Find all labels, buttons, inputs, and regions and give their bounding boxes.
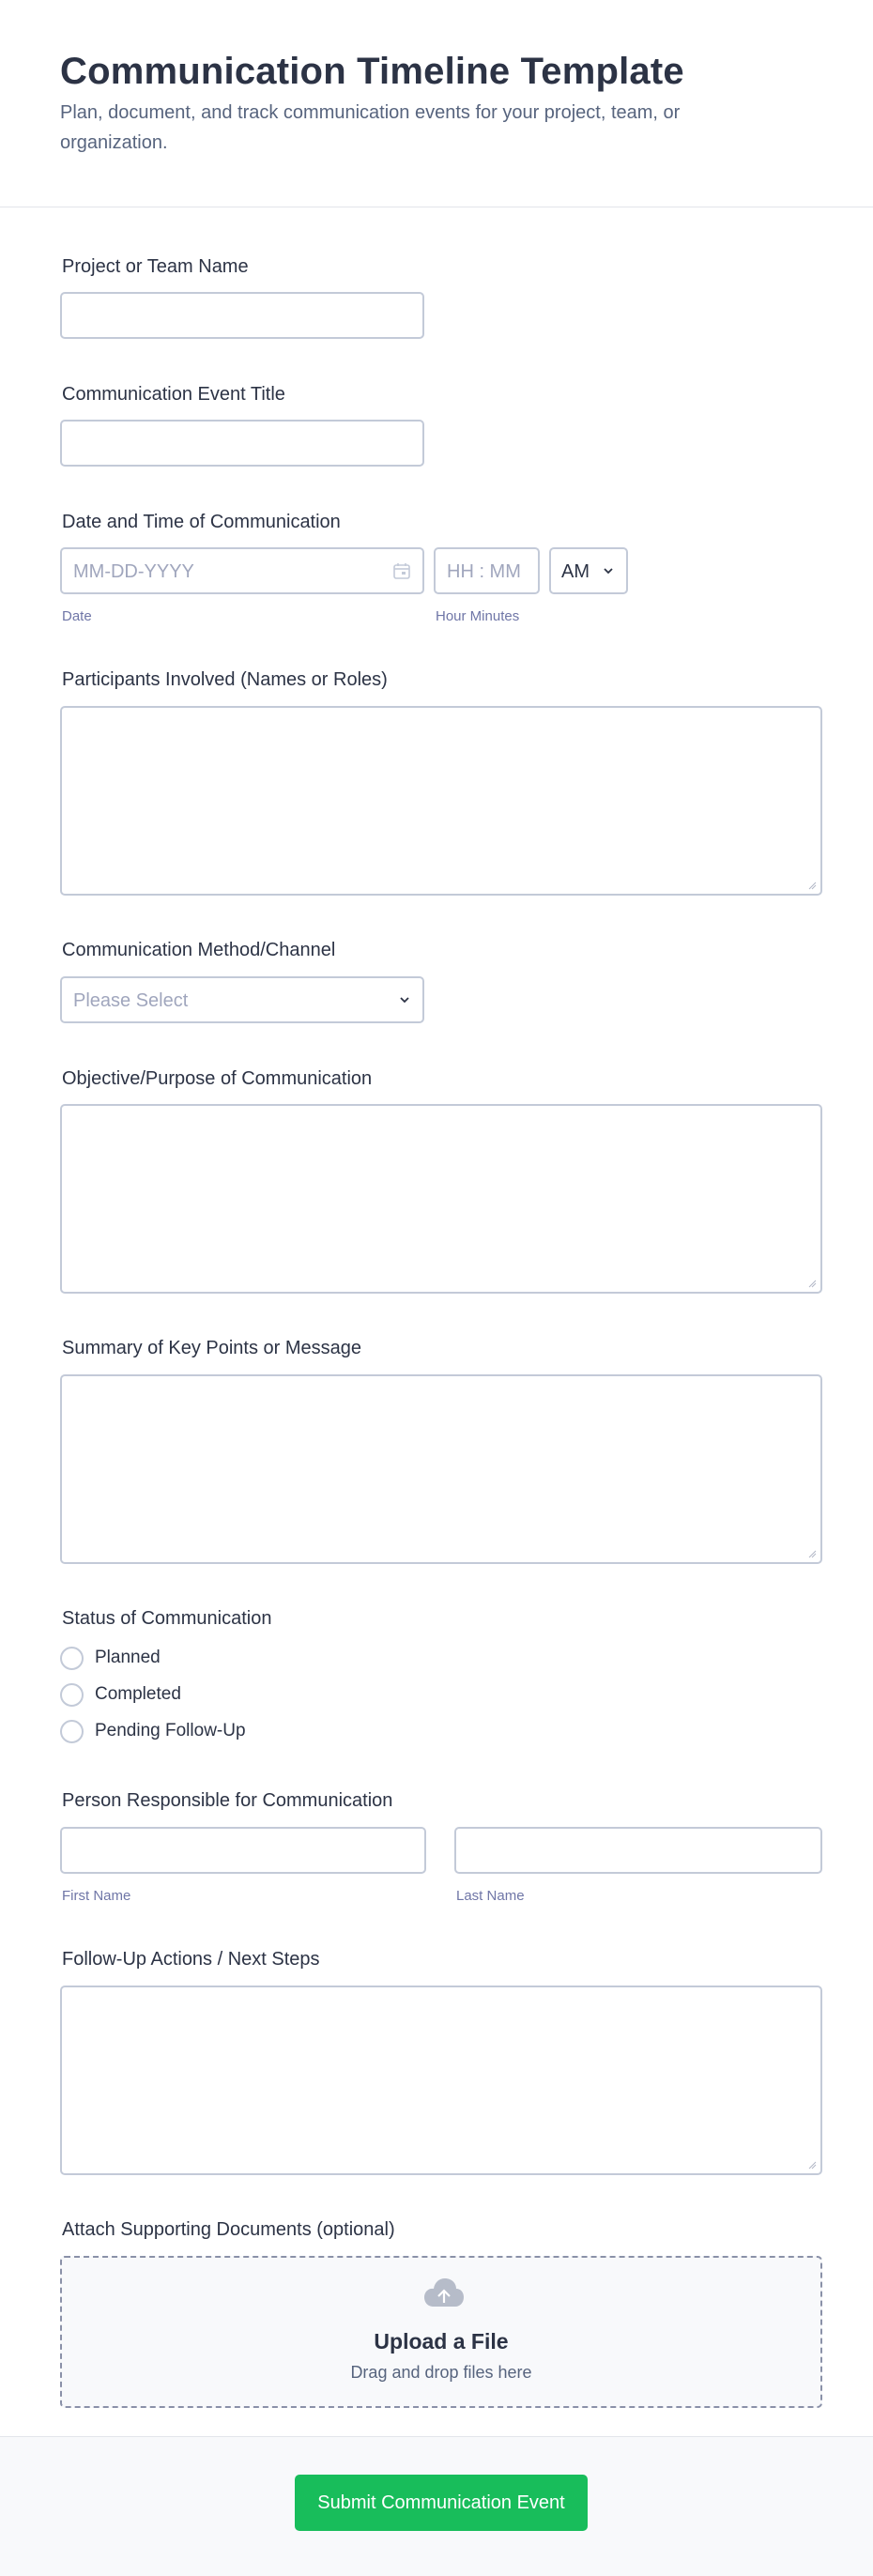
participants-label: Participants Involved (Names or Roles) [62,669,388,690]
responsible-field [60,1787,392,1814]
datetime-label: Date and Time of Communication [62,512,341,532]
status-field [60,1605,529,1746]
method-select[interactable] [60,976,424,1023]
objective-label: Objective/Purpose of Communication [62,1068,373,1089]
calendar-icon[interactable] [392,561,411,580]
status-option-completed[interactable] [60,1681,181,1708]
radio-button[interactable] [60,1647,84,1670]
objective-field [60,1066,372,1092]
followup-field [60,1946,320,1972]
radio-button[interactable] [60,1720,84,1743]
event-title-label: Communication Event Title [62,384,285,405]
project-name-label: Project or Team Name [62,256,249,277]
event-title-input[interactable] [60,420,424,467]
event-title-field [60,381,285,407]
attachments-label: Attach Supporting Documents (optional) [62,2219,395,2240]
method-field [60,937,335,963]
form-footer [0,2436,873,2576]
file-upload-dropzone[interactable] [60,2256,822,2408]
summary-label: Summary of Key Points or Message [62,1338,362,1358]
method-placeholder: Please Select [73,990,189,1011]
last-name-sublabel: Last Name [456,1888,525,1904]
status-option-label: Completed [95,1684,181,1704]
cloud-upload-icon [423,2277,465,2313]
followup-textarea[interactable] [60,1986,822,2175]
resize-grip-icon[interactable] [807,1279,817,1288]
status-option-pending[interactable] [60,1718,246,1744]
chevron-down-icon [602,564,615,582]
first-name-sublabel: First Name [62,1888,131,1904]
upload-hint: Drag and drop files here [350,2363,532,2382]
followup-label: Follow-Up Actions / Next Steps [62,1949,320,1970]
status-label: Status of Communication [62,1608,272,1629]
status-option-label: Planned [95,1648,161,1667]
objective-textarea[interactable] [60,1104,822,1294]
participants-textarea[interactable] [60,706,822,896]
resize-grip-icon[interactable] [807,1549,817,1558]
time-placeholder: HH : MM [447,561,521,582]
upload-title: Upload a File [374,2329,509,2354]
form-description: Plan, document, and track communication events for your project, team, or organization. [60,102,681,153]
form-title: Communication Timeline Template [60,51,684,92]
ampm-value: AM [561,561,590,582]
datetime-field [60,509,341,535]
summary-field [60,1335,361,1361]
time-sublabel: Hour Minutes [436,608,520,624]
method-label: Communication Method/Channel [62,940,336,960]
form-header [0,0,873,207]
responsible-label: Person Responsible for Communication [62,1790,393,1811]
last-name-input[interactable] [454,1827,822,1874]
submit-button[interactable]: Submit Communication Event [295,2475,588,2531]
status-option-label: Pending Follow-Up [95,1721,246,1740]
project-name-input[interactable] [60,292,424,339]
chevron-down-icon [398,993,411,1011]
radio-button[interactable] [60,1683,84,1707]
status-option-planned[interactable] [60,1645,161,1671]
date-placeholder: MM-DD-YYYY [73,561,194,582]
date-input[interactable] [60,547,424,594]
date-sublabel: Date [62,608,92,624]
resize-grip-icon[interactable] [807,2160,817,2170]
time-input[interactable] [434,547,540,594]
first-name-input[interactable] [60,1827,426,1874]
summary-textarea[interactable] [60,1374,822,1564]
resize-grip-icon[interactable] [807,881,817,890]
project-name-field [60,253,249,280]
attachments-field [60,2216,395,2243]
participants-field [60,667,388,693]
ampm-select[interactable] [549,547,628,594]
